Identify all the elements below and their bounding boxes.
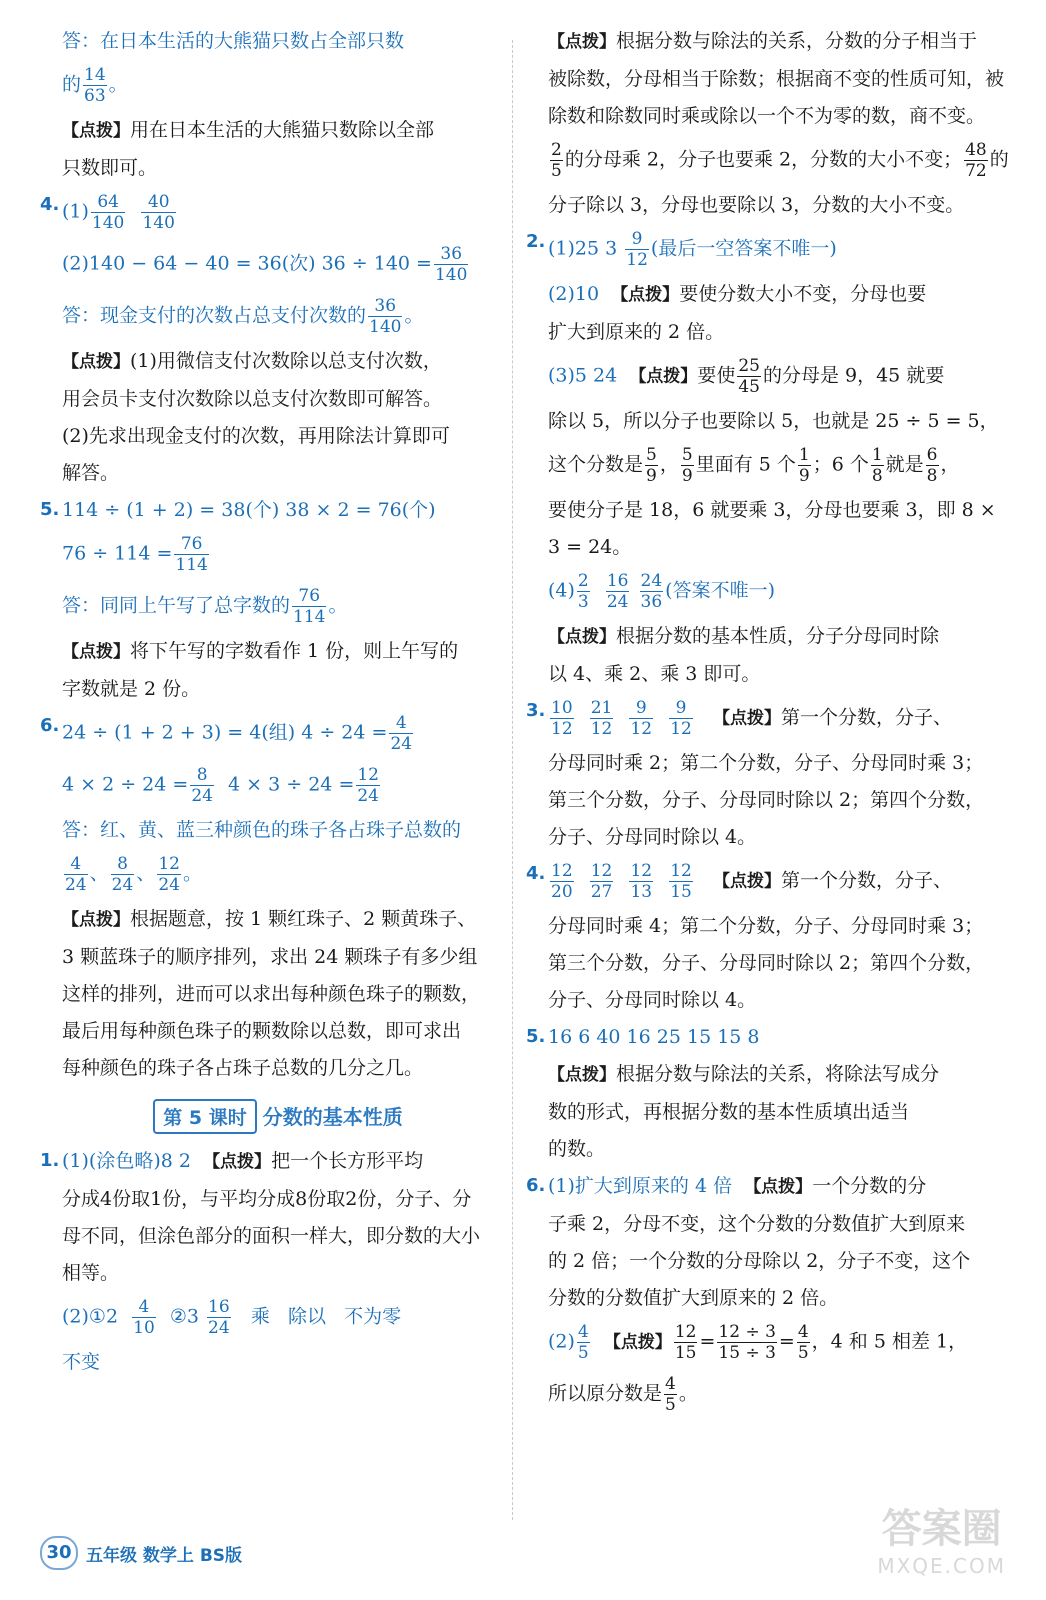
lesson-header [62,1099,494,1134]
q2-line: (2)10 【点拨】要使分数大小不变，分母也要 [548,283,927,305]
q4-line: 4. $\frac{12}{20}$ $\frac{12}{27}$ $\frac{12}{13}$ $\frac{12}{15}$ 【点拨】第一个分数，分子、 [526,861,952,902]
lesson-title: 分数的基本性质 [262,1105,403,1129]
tip-line: 母不同，但涂色部分的面积一样大，即分数的大小 [62,1225,481,1247]
tip-line: 扩大到原来的 2 倍。 [548,321,725,343]
tip-line: 【点拨】根据分数与除法的关系，分数的分子相当于 [548,30,978,52]
q2-line: 2. (1)25 3 $\frac{9}{12}$ (最后一空答案不唯一) [526,229,837,270]
lesson-number: 第 5 课时 [153,1099,256,1134]
column-divider [512,40,513,1520]
tip-line: 子乘 2，分母不变，这个分数的分数值扩大到原来 [548,1213,966,1235]
fraction: $\frac{4}{5}$ [577,1322,589,1363]
fraction: $\frac{10}{12}$ [551,698,573,739]
q5-line: 5. 16 6 40 16 25 15 15 8 [526,1026,760,1048]
fraction: $\frac{76}{114}$ [293,586,326,627]
tip-line: 分子、分母同时除以 4。 [548,989,757,1011]
fraction: $\frac{12}{13}$ [630,861,653,902]
q6-line: 4 × 2 ÷ 24 = $\frac{8}{24}$ 4 × 3 ÷ 24 = $\frac{12}{24}$ [62,765,379,806]
tip-line: 以 4、乘 2、乘 3 即可。 [548,663,761,685]
fraction: $\frac{12}{24}$ [357,765,379,806]
tip-line: 最后用每种颜色珠子的颗数除以总数，即可求出 [62,1020,462,1042]
fraction: $\frac{76}{114}$ [175,534,208,575]
book-title: 五年级 数学上 BS版 [86,1545,243,1566]
fraction: $\frac{5}{9}$ [681,445,693,486]
q2-line: (3)5 24 【点拨】要使 $\frac{25}{45}$ 的分母是 9，45 就要 [548,356,945,397]
fraction: $\frac{4}{5}$ [797,1322,809,1363]
fraction: $\frac{40}{140}$ [142,192,175,233]
q2-line: (4) $\frac{2}{3}$ $\frac{16}{24}$ $\frac{24}{36}$ (答案不唯一) [548,571,775,612]
q4-line: (2)140 − 64 − 40 = 36(次) 36 ÷ 140 = $\frac{36}{140}$ [62,244,468,285]
tip-line: 这个分数是 $\frac{5}{9}$ ， $\frac{5}{9}$ 里面有 5 个 $\frac{1}{9}$ ；6 个 $\frac{1}{8}$ 就是 $\frac{6}{8}$ ， [548,445,960,486]
fraction: $\frac{64}{140}$ [91,192,125,233]
tip-line: 字数就是 2 份。 [62,678,201,700]
tip-line: 的数。 [548,1138,606,1160]
q6-line: 6. (1)扩大到原来的 4 倍 【点拨】一个分数的分 [526,1175,927,1197]
tip-line: 每种颜色的珠子各占珠子总数的几分之几。 [62,1057,424,1079]
s1-line: 不变 [62,1351,101,1373]
tip-line: (2)先求出现金支付的次数，再用除法计算即可 [62,425,450,447]
tip-line: 【点拨】根据分数与除法的关系，将除法写成分 [548,1063,940,1085]
tip-line: 分子、分母同时除以 4。 [548,826,757,848]
tip-line: 解答。 [62,462,120,484]
q3-line: 3. $\frac{10}{12}$ $\frac{21}{12}$ $\frac{9}{12}$ $\frac{9}{12}$ 【点拨】第一个分数，分子、 [526,698,952,739]
tip-line: 分数的分数值扩大到原来的 2 倍。 [548,1287,839,1309]
tip-line: 的 2 倍；一个分数的分母除以 2，分子不变，这个 [548,1250,971,1272]
right-column [526,28,1009,1426]
q6-answer: $\frac{4}{24}$ 、 $\frac{8}{24}$ 、 $\frac{12}{24}$ 。 [65,854,202,895]
tip-line: 用会员卡支付次数除以总支付次数即可解答。 [62,388,443,410]
fraction: $\frac{12 \div 3}{15 \div 3}$ [718,1322,776,1363]
q4-line: 4. (1) $\frac{64}{140}$ $\frac{40}{140}$ [40,192,175,233]
fraction: $\frac{2}{3}$ [577,571,589,612]
q4-answer: 答：现金支付的次数占总支付次数的 $\frac{36}{140}$ 。 [62,296,424,337]
q5-line: 76 ÷ 114 = $\frac{76}{114}$ [62,534,208,575]
tip-line: $\frac{2}{5}$ 的分母乘 2，分子也要乘 2，分数的大小不变； $\frac{48}{72}$ 的 [551,140,1009,181]
fraction: $\frac{4}{5}$ [665,1374,676,1415]
fraction: $\frac{36}{140}$ [369,296,402,337]
answer-line: 答：在日本生活的大熊猫只数占全部只数 [62,30,405,52]
tip-line: 分子除以 3，分母也要除以 3，分数的大小不变。 [548,194,965,216]
tip-line: 分母同时乘 2；第二个分数，分子、分母同时乘 3； [548,752,984,774]
page-footer [40,1536,242,1570]
tip-line: 被除数，分母相当于除数；根据商不变的性质可知，被 [548,68,1005,90]
fraction: $\frac{4}{24}$ [390,713,413,754]
tip-line: 【点拨】根据分数的基本性质，分子分母同时除 [548,625,940,647]
tip-line: 3 颗蓝珠子的顺序排列，求出 24 颗珠子有多少组 [62,946,478,968]
tip-line: 除以 5，所以分子也要除以 5，也就是 25 ÷ 5 = 5， [548,410,999,432]
s1-line: (2)①2 $\frac{4}{10}$ ②3 $\frac{16}{24}$ 乘 除以 不为零 [62,1297,402,1338]
tip-line: 分母同时乘 4；第二个分数，分子、分母同时乘 3； [548,915,984,937]
fraction: $\frac{2}{5}$ [551,140,562,181]
fraction: $\frac{1}{8}$ [871,445,883,486]
tip-line: 第三个分数，分子、分母同时除以 2；第四个分数， [548,789,985,811]
s1-line: 1. (1)(涂色略)8 2 【点拨】把一个长方形平均 [40,1150,424,1172]
fraction: $\frac{5}{9}$ [646,445,657,486]
q6-answer: 答：红、黄、蓝三种颜色的珠子各占珠子总数的 [62,819,462,841]
fraction: $\frac{4}{10}$ [133,1297,155,1338]
fraction: $\frac{9}{12}$ [630,698,653,739]
fraction: $\frac{9}{12}$ [670,698,692,739]
fraction: $\frac{16}{24}$ [208,1297,230,1338]
fraction: $\frac{21}{12}$ [590,698,613,739]
watermark [877,1497,1006,1578]
fraction: $\frac{36}{140}$ [434,244,468,285]
fraction: $\frac{25}{45}$ [738,356,760,397]
fraction: $\frac{9}{12}$ [626,229,648,270]
fraction: $\frac{1}{9}$ [798,445,810,486]
tip-line: 3 = 24。 [548,536,632,558]
fraction: $\frac{6}{8}$ [926,445,938,486]
tip-line: 【点拨】将下午写的字数看作 1 份，则上午写的 [62,640,459,662]
page-number: 30 [40,1536,78,1570]
fraction: $\frac{14}{63}$ [84,65,106,106]
q6-line: (2) $\frac{4}{5}$ 【点拨】 $\frac{12}{15}$ = $\frac{12 \div 3}{15 \div 3}$ = $\frac{4}{5}$ ，4 和 5 相差 1， [548,1322,968,1363]
fraction: $\frac{12}{20}$ [551,861,573,902]
answer-line: 的 $\frac{14}{63}$ 。 [62,65,128,106]
fraction: $\frac{12}{27}$ [590,861,613,902]
fraction: $\frac{12}{15}$ [670,861,692,902]
tip-line: 要使分子是 18，6 就要乘 3，分母也要乘 3，即 8 × [548,499,996,521]
fraction: $\frac{48}{72}$ [965,140,987,181]
tip-line: 分成4份取1份，与平均分成8份取2份，分子、分 [62,1188,472,1210]
q6-line: 6. 24 ÷ (1 + 2 + 3) = 4(组) 4 ÷ 24 = $\frac{4}{24}$ [40,713,413,754]
watermark-url: MXQE.COM [877,1554,1006,1578]
tip-line: 【点拨】用在日本生活的大熊猫只数除以全部 [62,119,435,141]
fraction: $\frac{4}{24}$ [65,854,87,895]
tip-line: 只数即可。 [62,157,158,179]
fraction: $\frac{12}{15}$ [674,1322,697,1363]
tip-line: 除数和除数同时乘或除以一个不为零的数，商不变。 [548,105,986,127]
tip-line: 数的形式，再根据分数的基本性质填出适当 [548,1101,910,1123]
tip-line: 第三个分数，分子、分母同时除以 2；第四个分数， [548,952,985,974]
tip-line: 相等。 [62,1262,120,1284]
fraction: $\frac{24}{36}$ [640,571,663,612]
q5-answer: 答：同同上午写了总字数的 $\frac{76}{114}$ 。 [62,586,348,627]
fraction: $\frac{8}{24}$ [111,854,134,895]
fraction: $\frac{8}{24}$ [191,765,213,806]
tip-line: 【点拨】(1)用微信支付次数除以总支付次数， [62,350,442,372]
left-column [40,28,494,1386]
tip-line: 所以原分数是 $\frac{4}{5}$ 。 [548,1374,698,1415]
fraction: $\frac{12}{24}$ [158,854,180,895]
tip-line: 【点拨】根据题意，按 1 颗红珠子、2 颗黄珠子、 [62,908,477,930]
fraction: $\frac{16}{24}$ [606,571,629,612]
q5-line: 5. 114 ÷ (1 + 2) = 38(个) 38 × 2 = 76(个) [40,499,436,521]
watermark-logo: 答案圈 [881,1506,1002,1552]
tip-line: 这样的排列，进而可以求出每种颜色珠子的颗数， [62,983,481,1005]
